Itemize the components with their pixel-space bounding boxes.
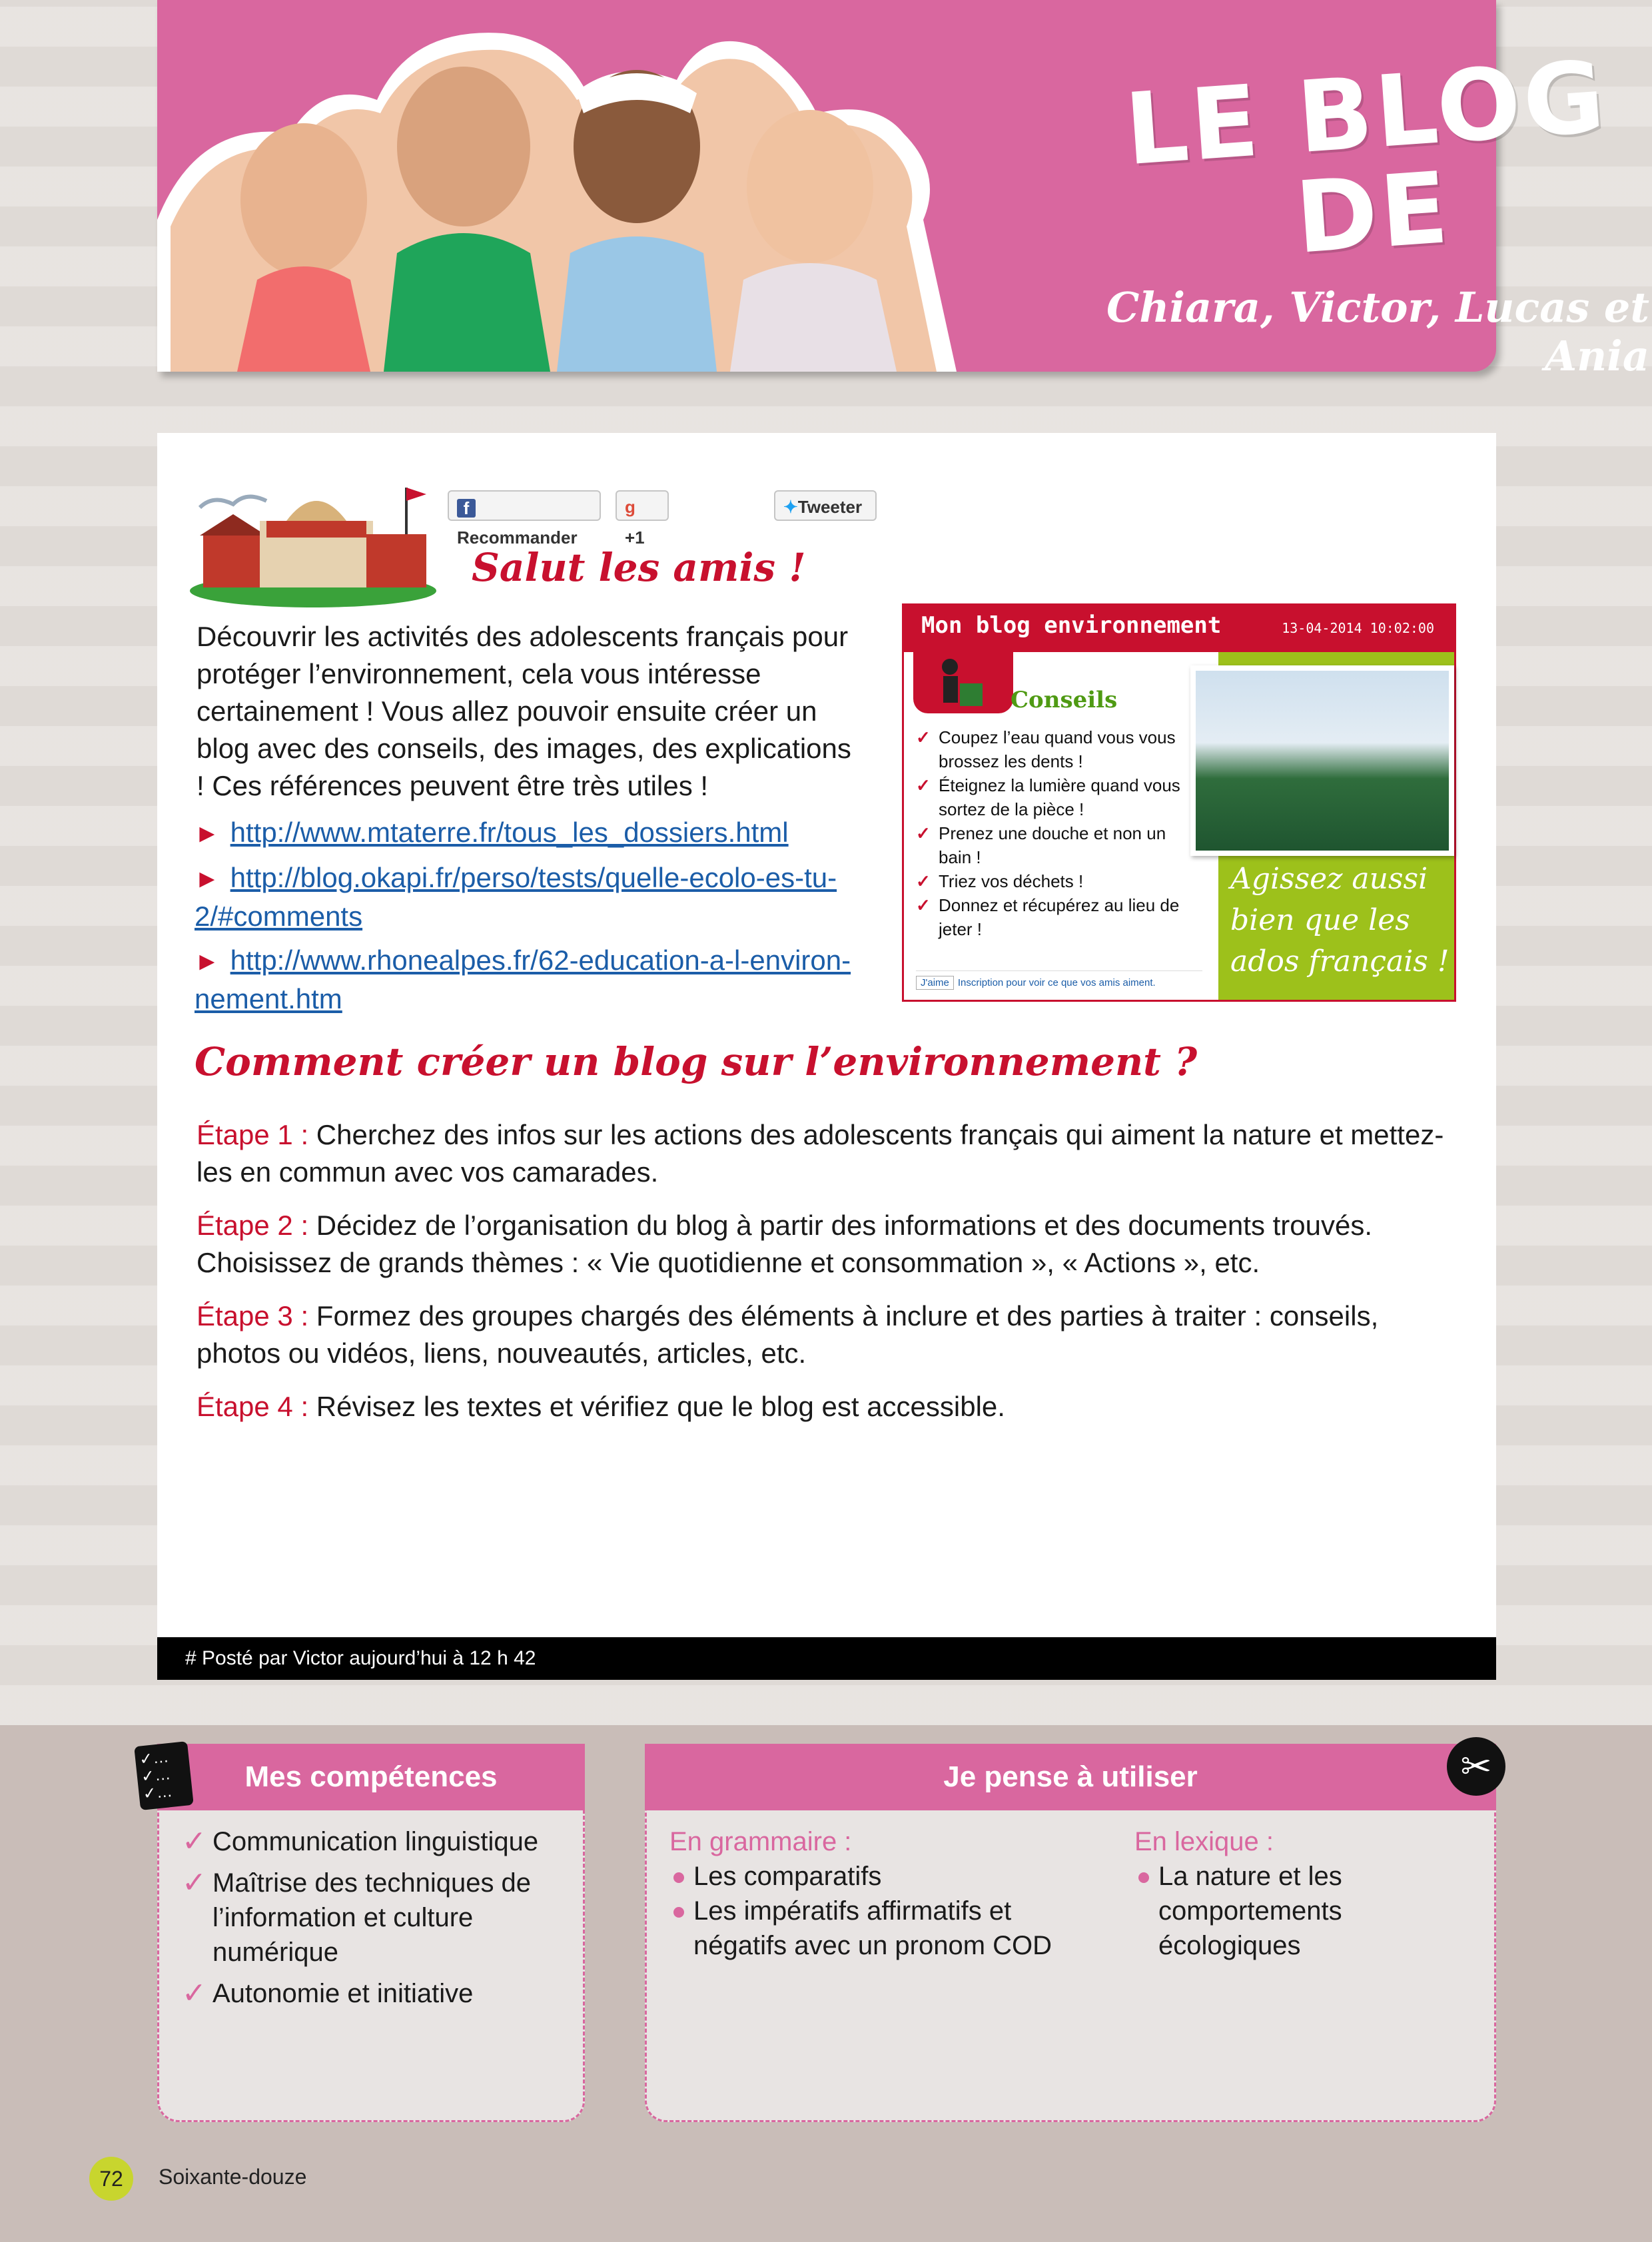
google-plus-button[interactable]: g +1 (616, 490, 669, 521)
link-mtaterre[interactable]: http://www.mtaterre.fr/tous_les_dossiers.html (230, 817, 789, 848)
inset-date: 13-04-2014 10:02:00 (1282, 620, 1434, 636)
step-2: Étape 2 : Décidez de l’organisation du blog à partir des informations et des documents trouvés. Choisissez de grands thèmes : « Vie quotidienne et consommation », « Actions », etc. (197, 1210, 1373, 1278)
competence-item: ✓ Maîtrise des techniques de l’information et culture numérique (182, 1866, 568, 1970)
tip-item: ✓ Triez vos déchets ! (916, 869, 1182, 893)
blog-title: LE BLOG DE (1121, 39, 1611, 276)
tip-item: ✓ Donnez et récupérez au lieu de jeter ! (916, 893, 1182, 941)
teens-photo (157, 0, 1010, 372)
tools-icon: ✂ (1447, 1737, 1505, 1796)
recycling-photo (1190, 665, 1454, 856)
arrow-right-icon: ► (195, 948, 220, 976)
competences-list (182, 1824, 568, 2018)
link-item (195, 942, 874, 1018)
link-okapi[interactable]: http://blog.okapi.fr/perso/tests/quelle-ecolo-es-tu-2/#comments (195, 862, 837, 932)
checklist-icon: ✓… ✓… ✓… (134, 1741, 194, 1810)
je-pense-box (645, 1744, 1496, 2122)
posted-by-bar: # Posté par Victor aujourd’hui à 12 h 42 (157, 1637, 1496, 1680)
lexique-heading: En lexique : (1134, 1827, 1274, 1856)
intro-paragraph: Découvrir les activités des adolescents français pour protéger l’environnement, cela vous intéresse certainement ! Vous allez pouvoir ensuite créer un blog avec des conseils, des images, des explications ! Ces références peuvent être très utiles ! (197, 621, 851, 801)
grammaire-item: Les comparatifs (669, 1859, 1096, 1894)
grammaire-list (669, 1859, 1096, 1963)
competences-heading: Mes compétences (157, 1744, 585, 1810)
blog-authors: Chiara, Victor, Lucas et Ania (1106, 283, 1649, 380)
inset-footer: J'aime Inscription pour voir ce que vos amis aiment. (916, 970, 1202, 995)
grammaire-item: Les impératifs affirmatifs et négatifs avec un pronom COD (669, 1894, 1096, 1963)
je-pense-heading: Je pense à utiliser (645, 1744, 1496, 1810)
environment-blog-inset (902, 603, 1456, 1002)
grammaire-heading: En grammaire : (669, 1827, 852, 1856)
step-1: Étape 1 : Cherchez des infos sur les actions des adolescents français qui aiment la nature et mettez-les en commun avec vos camarades. (197, 1119, 1444, 1188)
page-number: 72 (89, 2157, 133, 2201)
page-number-words: Soixante-douze (159, 2165, 307, 2189)
link-item (195, 814, 874, 853)
facebook-icon: f (457, 499, 476, 518)
tip-item: ✓ Prenez une douche et non un bain ! (916, 821, 1182, 869)
college-illustration (187, 474, 440, 607)
arrow-right-icon: ► (195, 865, 220, 893)
recycling-icon (913, 647, 1013, 713)
like-button[interactable]: J'aime (916, 976, 954, 990)
tip-item: ✓ Éteignez la lumière quand vous sortez de la pièce ! (916, 773, 1182, 821)
google-plus-icon: g (625, 497, 635, 517)
link-rhonealpes[interactable]: http://www.rhonealpes.fr/62-education-a-l-environ-nement.htm (195, 944, 851, 1014)
tips-heading: Conseils (1011, 687, 1118, 713)
greeting-heading: Salut les amis ! (472, 545, 806, 590)
tip-item: ✓ Coupez l’eau quand vous vous brossez les dents ! (916, 725, 1182, 773)
slogan-text: Agissez aussi bien que les ados français ! (1230, 862, 1449, 978)
lexique-list (1134, 1859, 1388, 1963)
tweet-button[interactable]: ✦Tweeter (774, 490, 877, 521)
how-to-heading: Comment créer un blog sur l’environnement ? (195, 1039, 1198, 1084)
arrow-right-icon: ► (195, 820, 220, 848)
step-3: Étape 3 : Formez des groupes chargés des éléments à inclure et des parties à traiter : conseils, photos ou vidéos, liens, nouveautés, articles, etc. (197, 1300, 1379, 1369)
competences-box (157, 1744, 585, 2122)
competence-item: ✓ Autonomie et initiative (182, 1976, 568, 2011)
tips-list (916, 725, 1182, 941)
lexique-item: La nature et les comportements écologiques (1134, 1859, 1388, 1963)
link-item (195, 859, 874, 935)
inset-title: Mon blog environnement (921, 612, 1222, 639)
step-4: Étape 4 : Révisez les textes et vérifiez que le blog est accessible. (197, 1391, 1005, 1422)
blog-header (157, 0, 1649, 380)
twitter-icon: ✦ (783, 497, 798, 517)
facebook-recommend-button[interactable]: fRecommander (448, 490, 601, 521)
competence-item: ✓ Communication linguistique (182, 1824, 568, 1859)
